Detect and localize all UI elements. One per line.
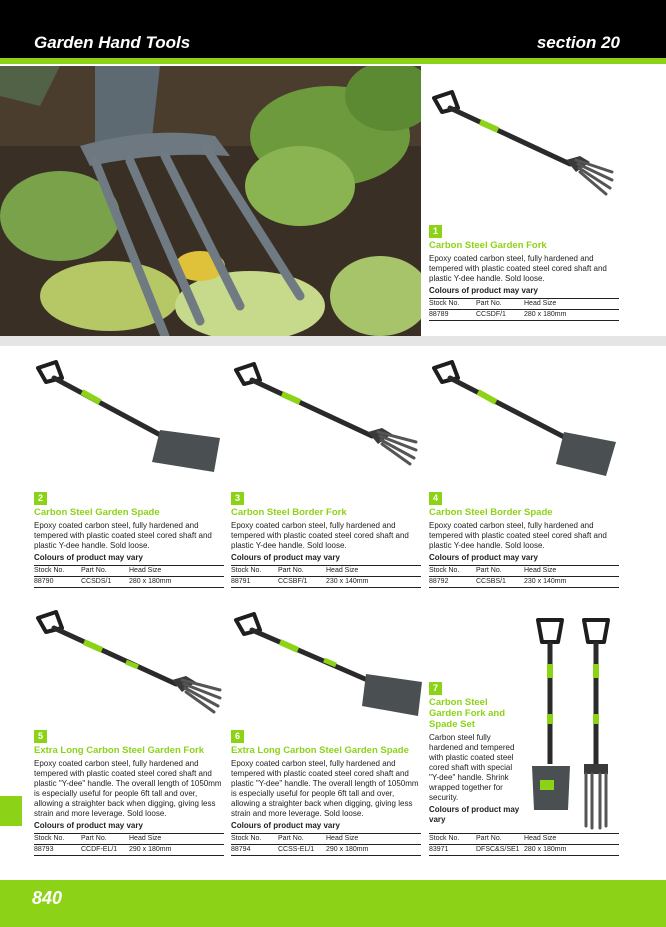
border-fork-image <box>232 362 422 487</box>
table-row <box>34 577 224 588</box>
product-6 <box>231 730 421 856</box>
product-number-badge: 4 <box>429 492 442 505</box>
head-size: 290 x 180mm <box>326 845 421 856</box>
head-size-header: Head Size <box>129 566 224 577</box>
colour-note: Colours of product may vary <box>34 821 143 830</box>
product-description: Epoxy coated carbon steel, fully hardened and tempered with plastic coated steel cored shaft and plastic Y-dee handle. Sold loose. <box>34 521 212 550</box>
product-number-badge: 5 <box>34 730 47 743</box>
stock-header: Stock No. <box>429 834 476 845</box>
product-name: Carbon Steel Border Spade <box>429 507 553 518</box>
product-description: Epoxy coated carbon steel, fully hardened and tempered with plastic coated steel cored shaft and plastic Y-dee handle. Sold loose. <box>231 521 409 550</box>
head-size-header: Head Size <box>326 834 421 845</box>
stock-number: 88790 <box>34 577 81 588</box>
border-spade-image <box>430 360 620 485</box>
product-description: Carbon steel fully hardened and tempered with plastic coated steel cored shaft with special "Y-dee" handle. Shrink wrapped together for security. <box>429 733 515 802</box>
head-size-header: Head Size <box>326 566 421 577</box>
product-number-badge: 3 <box>231 492 244 505</box>
stock-header: Stock No. <box>429 566 476 577</box>
colour-note: Colours of product may vary <box>231 553 340 562</box>
stock-number: 88793 <box>34 845 81 856</box>
product-name: Carbon Steel Garden Spade <box>34 507 160 518</box>
extra-long-fork-image <box>34 610 224 735</box>
table-row <box>429 845 619 856</box>
product-number-badge: 7 <box>429 682 442 695</box>
head-size-header: Head Size <box>524 566 619 577</box>
stock-number: 88789 <box>429 310 476 321</box>
product-1 <box>429 225 619 321</box>
part-number: CCSBF/1 <box>278 577 326 588</box>
part-header: Part No. <box>278 566 326 577</box>
product-description: Epoxy coated carbon steel, fully hardened and tempered with plastic coated steel cored shaft and plastic Y-dee handle. Sold loose. <box>429 254 607 283</box>
colour-note: Colours of product may vary <box>231 821 340 830</box>
product-number-badge: 6 <box>231 730 244 743</box>
product-3 <box>231 492 421 588</box>
table-row <box>429 577 619 588</box>
table-row <box>429 310 619 321</box>
part-number: CCDF-EL/1 <box>81 845 129 856</box>
spec-table <box>231 565 421 588</box>
head-size: 290 x 180mm <box>129 845 224 856</box>
divider-band <box>0 336 666 346</box>
extra-long-spade-image <box>232 612 422 737</box>
stock-header: Stock No. <box>34 566 81 577</box>
product-5 <box>34 730 224 856</box>
colour-note: Colours of product may vary <box>34 553 143 562</box>
spec-table <box>231 833 421 856</box>
garden-fork-image <box>430 90 616 210</box>
table-row <box>231 845 421 856</box>
spec-table <box>429 298 619 321</box>
stock-number: 83971 <box>429 845 476 856</box>
page-number: 840 <box>32 888 63 908</box>
table-row <box>34 845 224 856</box>
stock-header: Stock No. <box>429 299 476 310</box>
part-number: CCSDS/1 <box>81 577 129 588</box>
head-size-header: Head Size <box>524 834 619 845</box>
product-description: Epoxy coated carbon steel, fully hardened and tempered with plastic coated steel cored shaft and plastic "Y-dee" handle. The overall length of 1050mm is especially useful for people 6ft tall and over, allowing a straighter back when digging, giving less strain and more leverage. Sold loose. <box>34 759 222 818</box>
section-side-tab <box>0 796 22 826</box>
head-size: 230 x 140mm <box>524 577 619 588</box>
head-size: 230 x 140mm <box>326 577 421 588</box>
product-name: Extra Long Carbon Steel Garden Spade <box>231 745 409 756</box>
part-header: Part No. <box>476 299 524 310</box>
head-size-header: Head Size <box>524 299 619 310</box>
part-header: Part No. <box>476 566 524 577</box>
table-row <box>231 577 421 588</box>
product-7 <box>429 682 619 856</box>
product-number-badge: 2 <box>34 492 47 505</box>
page-title: Garden Hand Tools <box>34 33 191 52</box>
product-description: Epoxy coated carbon steel, fully hardened and tempered with plastic coated steel cored shaft and plastic Y-dee handle. Sold loose. <box>429 521 607 550</box>
product-description: Epoxy coated carbon steel, fully hardened and tempered with plastic coated steel cored shaft and plastic "Y-dee" handle. The overall length of 1050mm is especially useful for people 6ft tall and over, allowing a straighter back when digging, giving less strain and more leverage. Sold loose. <box>231 759 419 818</box>
product-name: Carbon Steel Garden Fork <box>429 240 547 251</box>
head-size: 280 x 180mm <box>129 577 224 588</box>
spec-table <box>429 833 619 856</box>
part-number: DFSC&S/SE1 <box>476 845 524 856</box>
product-2 <box>34 492 224 588</box>
part-header: Part No. <box>278 834 326 845</box>
spec-table <box>34 833 224 856</box>
product-name: Carbon Steel Border Fork <box>231 507 347 518</box>
spec-table <box>34 565 224 588</box>
spec-table <box>429 565 619 588</box>
product-name: Carbon Steel Garden Fork and Spade Set <box>429 697 506 730</box>
garden-fork-photo <box>0 66 421 336</box>
part-number: CCSDF/1 <box>476 310 524 321</box>
part-header: Part No. <box>476 834 524 845</box>
product-4 <box>429 492 619 588</box>
part-header: Part No. <box>81 566 129 577</box>
head-size: 280 x 180mm <box>524 845 619 856</box>
product-number-badge: 1 <box>429 225 442 238</box>
colour-note: Colours of product may vary <box>429 805 520 824</box>
garden-spade-image <box>34 360 224 485</box>
section-label: section 20 <box>536 33 620 52</box>
product-name: Extra Long Carbon Steel Garden Fork <box>34 745 204 756</box>
stock-header: Stock No. <box>34 834 81 845</box>
page-footer <box>0 880 666 927</box>
page-header <box>0 0 666 58</box>
head-size-header: Head Size <box>129 834 224 845</box>
part-number: CCSS-EL/1 <box>278 845 326 856</box>
stock-number: 88794 <box>231 845 278 856</box>
stock-number: 88791 <box>231 577 278 588</box>
part-number: CCSBS/1 <box>476 577 524 588</box>
colour-note: Colours of product may vary <box>429 553 538 562</box>
stock-header: Stock No. <box>231 834 278 845</box>
stock-header: Stock No. <box>231 566 278 577</box>
stock-number: 88792 <box>429 577 476 588</box>
head-size: 280 x 180mm <box>524 310 619 321</box>
colour-note: Colours of product may vary <box>429 286 538 295</box>
part-header: Part No. <box>81 834 129 845</box>
header-accent-bar <box>0 58 666 64</box>
